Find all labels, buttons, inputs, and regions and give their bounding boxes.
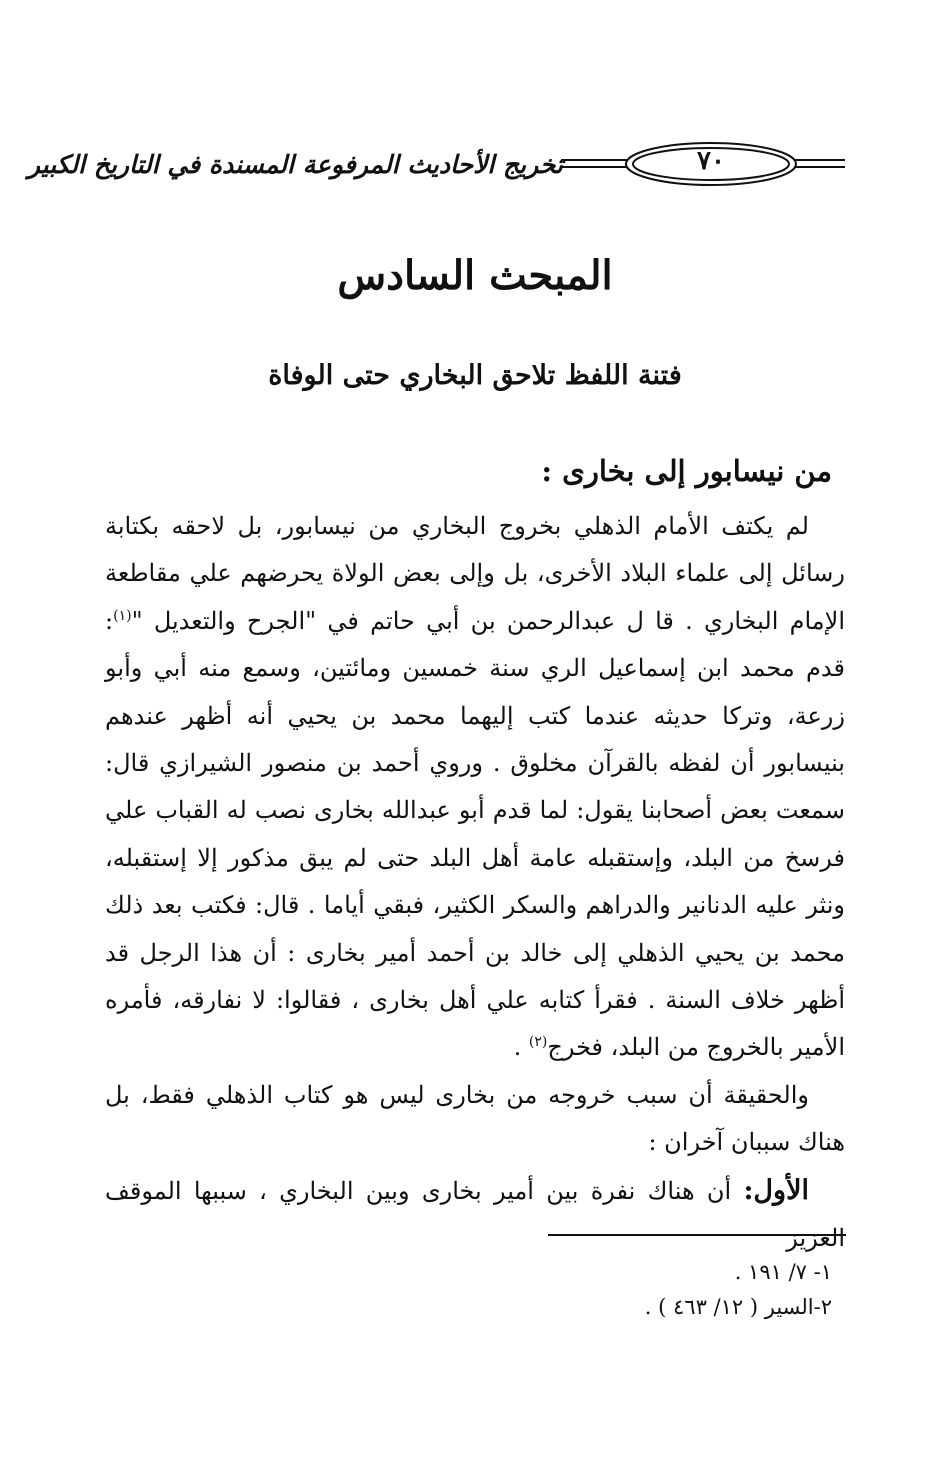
footnote-ref-2: (٢) — [528, 1034, 548, 1051]
paragraph-1 — [105, 503, 845, 1072]
paragraph-3 — [105, 1167, 845, 1263]
footnotes — [645, 1255, 832, 1325]
paragraph-1-end: . — [513, 1033, 529, 1062]
paragraph-1-part-b: : قدم محمد ابن إسماعيل الري سنة خمسين ومائتين، وسمع منه أبي وأبو زرعة، وتركا حديثه عندما كتب إليهما محمد بن يحيي أنه أظهر عندهم بنيسابور أن لفظه بالقرآن مخلوق . وروي أحمد بن منصور الشيرازي قال: سمعت بعض أصحابنا يقول: لما قدم أبو عبدالله بخارى نصب له القباب علي فرسخ من البلد، وإستقبله عامة أهل البلد حتى لم يبق مذكور إلا إستقبله، ونثر عليه الدنانير والدراهم والسكر الكثير، فبقي أياما . قال: فكتب بعد ذلك محمد بن يحيي الذهلي إلى خالد بن أحمد أمير بخارى : أن هذا الرجل قد أظهر خلاف السنة . فقرأ كتابه علي أهل بخارى ، فقالوا: لا نفارقه، فأمره الأمير بالخروج من البلد، فخرج — [105, 606, 845, 1062]
section-subheading: من نيسابور إلى بخارى : — [541, 454, 832, 488]
paragraph-2: والحقيقة أن سبب خروجه من بخارى ليس هو كتاب الذهلي فقط، بل هناك سببان آخران : — [105, 1080, 845, 1157]
section-title: المبحث السادس — [337, 252, 613, 299]
footnote-2: ٢-السير ( ١٢/ ٤٦٣ ) . — [644, 1295, 832, 1319]
paragraph-3-text: أن هناك نفرة بين أمير بخارى وبين البخاري ، سببها الموقف العزيز — [105, 1176, 845, 1253]
page-number: ٧٠ — [697, 146, 725, 176]
chapter-subtitle: فتنة اللفظ تلاحق البخاري حتى الوفاة — [268, 360, 682, 391]
running-title: تخريج الأحاديث المرفوعة المسندة في التاريخ الكبير — [27, 150, 563, 179]
footnote-1: ١- ٧/ ١٩١ . — [734, 1260, 832, 1284]
footnote-ref-1: (١) — [113, 607, 132, 624]
page-header — [27, 138, 848, 194]
paragraph-3-lead: الأول: — [743, 1174, 809, 1206]
body-text — [105, 503, 845, 1263]
paragraph-1-part-a: لم يكتف الأمام الذهلي بخروج البخاري من نيسابور، بل لاحقه بكتابة رسائل إلى علماء البلاد الأخرى، بل وإلى بعض الولاة يحرضهم علي مقاطعة الإمام البخاري . قا ل عبدالرحمن بن أبي حاتم في "الجرح والتعديل " — [105, 512, 845, 635]
footnote-divider — [548, 1234, 846, 1236]
